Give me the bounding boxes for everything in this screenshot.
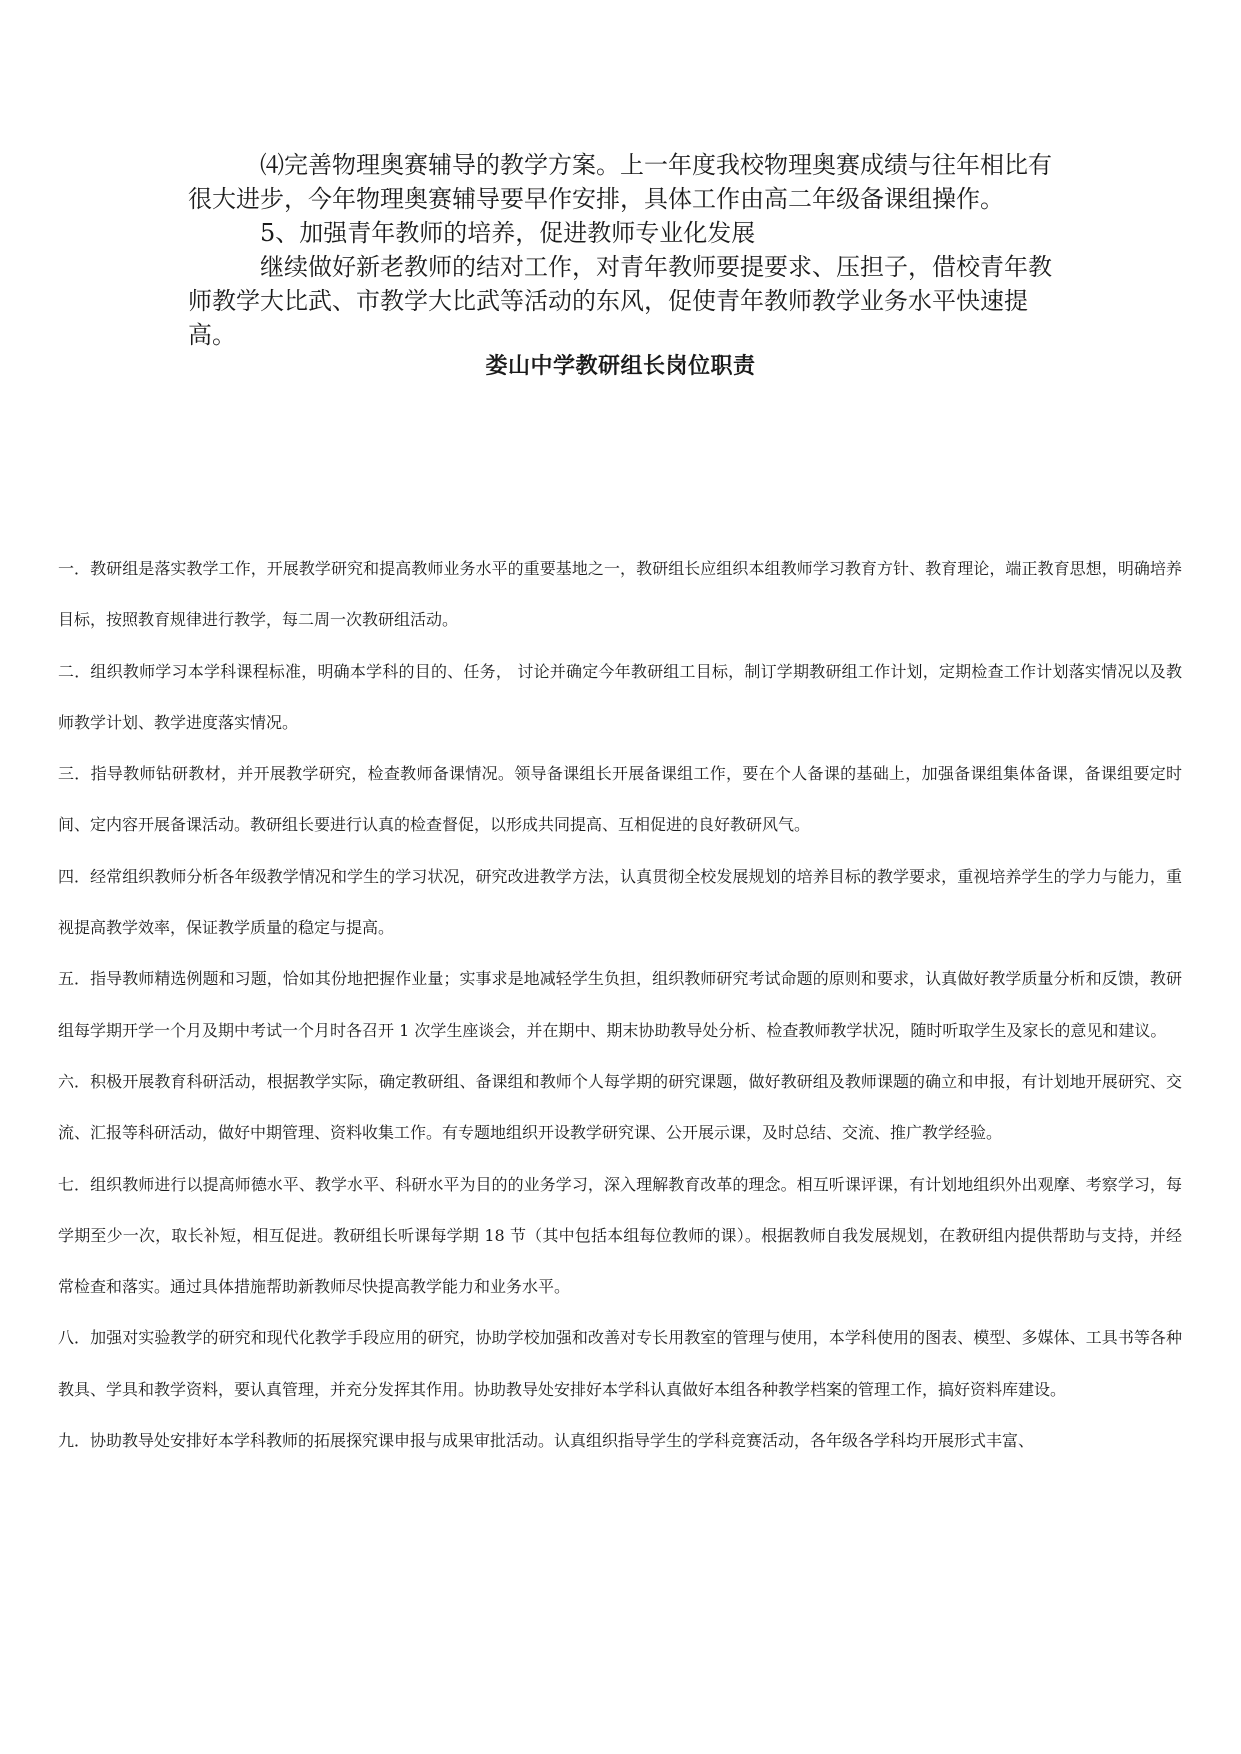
duty-item: 六．积极开展教育科研活动，根据教学实际，确定教研组、备课组和教师个人每学期的研究课题，做好教研组及教师课题的确立和申报，有计划地开展研究、交流、汇报等科研活动，做好中期管理、资料收集工作。有专题地组织开设教学研究课、公开展示课，及时总结、交流、推广教学经验。 — [58, 1071, 1182, 1143]
plan-continuation — [188, 148, 1068, 352]
duties-list — [58, 543, 1182, 1466]
duty-item: 九．协助教导处安排好本学科教师的拓展探究课申报与成果审批活动。认真组织指导学生的学科竞赛活动，各年级各学科均开展形式丰富、 — [58, 1431, 1035, 1451]
duty-item: 四．经常组织教师分析各年级教学情况和学生的学习状况，研究改进教学方法，认真贯彻全校发展规划的培养目标的教学要求，重视培养学生的学力与能力，重视提高教学效率，保证教学质量的稳定与提高。 — [58, 866, 1182, 938]
young-teacher-paragraph: 继续做好新老教师的结对工作，对青年教师要提要求、压担子，借校青年教师教学大比武、市教学大比武等活动的东风，促使青年教师教学业务水平快速提高。 — [188, 253, 1052, 349]
duty-item: 一．教研组是落实教学工作，开展教学研究和提高教师业务水平的重要基地之一，教研组长应组织本组教师学习教育方针、教育理论，端正教育思想，明确培养目标，按照教育规律进行教学，每二周一次教研组活动。 — [58, 559, 1182, 630]
duty-item: 五．指导教师精选例题和习题，恰如其份地把握作业量；实事求是地减轻学生负担，组织教师研究考试命题的原则和要求，认真做好教学质量分析和反馈，教研组每学期开学一个月及期中考试一个月时各召开 1 次学生座谈会，并在期中、期末协助教导处分析、检查教师教学状况，随时听取学生及家长的意见和建议。 — [58, 969, 1182, 1040]
section-5-heading: 5、加强青年教师的培养，促进教师专业化发展 — [260, 219, 756, 247]
duty-item: 七．组织教师进行以提高师德水平、教学水平、科研水平为目的的业务学习，深入理解教育改革的理念。相互听课评课，有计划地组织外出观摩、考察学习，每学期至少一次，取长补短，相互促进。教研组长听课每学期 18 节（其中包括本组每位教师的课）。根据教师自我发展规划，在教研组内提供帮助与支持，并经常检查和落实。通过具体措施帮助新教师尽快提高教学能力和业务水平。 — [58, 1174, 1182, 1297]
duty-item: 三．指导教师钻研教材，并开展教学研究，检查教师备课情况。领导备课组长开展备课组工作，要在个人备课的基础上，加强备课组集体备课，备课组要定时间、定内容开展备课活动。教研组长要进行认真的检查督促，以形成共同提高、互相促进的良好教研风气。 — [58, 764, 1182, 835]
document-title: 娄山中学教研组长岗位职责 — [485, 354, 756, 379]
duty-item: 八．加强对实验教学的研究和现代化教学手段应用的研究，协助学校加强和改善对专长用教室的管理与使用，本学科使用的图表、模型、多媒体、工具书等各种教具、学具和教学资料，要认真管理，并充分发挥其作用。协助教导处安排好本学科认真做好本组各种教学档案的管理工作，搞好资料库建设。 — [58, 1328, 1182, 1399]
duty-item: 二．组织教师学习本学科课程标准，明确本学科的目的、任务， 讨论并确定今年教研组工目标，制订学期教研组工作计划，定期检查工作计划落实情况以及教师教学计划、教学进度落实情况。 — [58, 661, 1182, 732]
physics-olympiad-paragraph: ⑷完善物理奥赛辅导的教学方案。上一年度我校物理奥赛成绩与往年相比有很大进步，今年物理奥赛辅导要早作安排，具体工作由高二年级备课组操作。 — [188, 151, 1052, 213]
